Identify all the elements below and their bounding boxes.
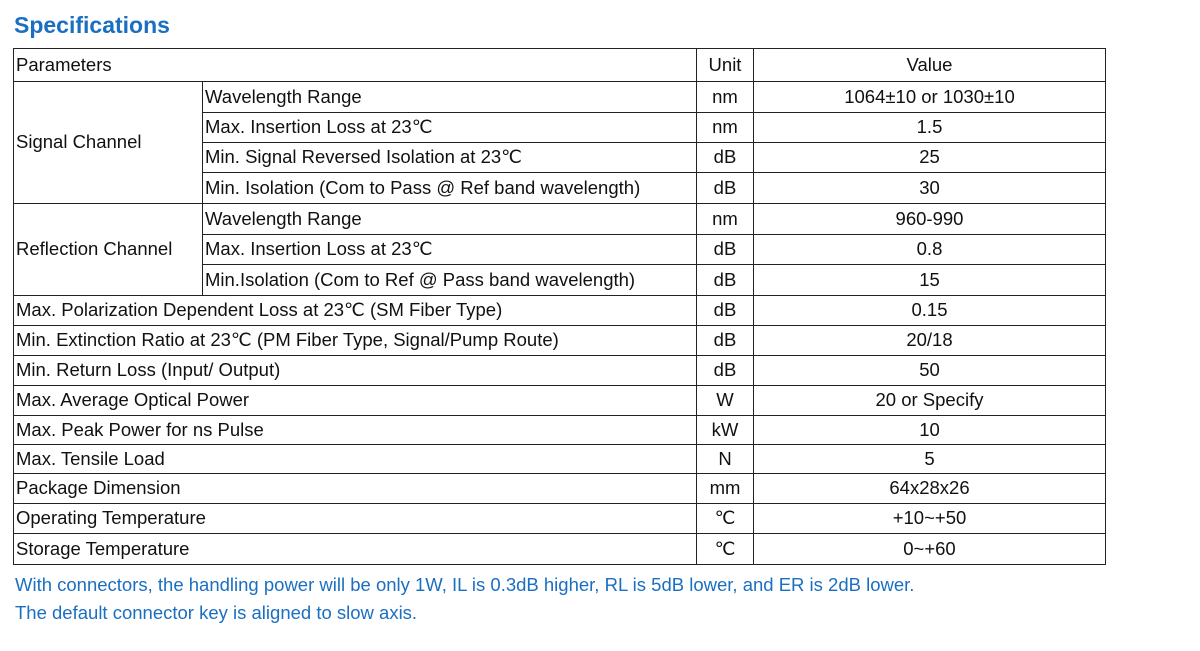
specifications-table [13,48,1106,565]
value-cell: 0~+60 [754,534,1106,565]
value-cell: 1.5 [754,113,1106,143]
table-row [14,474,1106,504]
table-row [14,356,1106,386]
table-row [14,326,1106,356]
value-cell: 960-990 [754,204,1106,235]
param-cell: Wavelength Range [203,204,697,235]
value-cell: 25 [754,143,1106,173]
unit-cell: dB [697,235,754,265]
table-row [14,204,1106,235]
param-cell: Max. Average Optical Power [14,386,697,416]
param-cell: Min. Return Loss (Input/ Output) [14,356,697,386]
unit-cell: nm [697,204,754,235]
param-cell: Max. Insertion Loss at 23℃ [203,113,697,143]
value-cell: 15 [754,265,1106,296]
unit-cell: W [697,386,754,416]
unit-cell: ℃ [697,534,754,565]
param-cell: Max. Insertion Loss at 23℃ [203,235,697,265]
param-cell: Package Dimension [14,474,697,504]
value-cell: 30 [754,173,1106,204]
param-cell: Max. Peak Power for ns Pulse [14,416,697,445]
unit-cell: dB [697,296,754,326]
page-title: Specifications [14,12,170,38]
value-header: Value [754,49,1106,82]
unit-header: Unit [697,49,754,82]
param-cell: Max. Tensile Load [14,445,697,474]
param-cell: Min. Signal Reversed Isolation at 23℃ [203,143,697,173]
table-row [14,386,1106,416]
unit-cell: dB [697,356,754,386]
value-cell: 10 [754,416,1106,445]
param-cell: Operating Temperature [14,504,697,534]
note-connectors: With connectors, the handling power will be only 1W, IL is 0.3dB higher, RL is 5dB lower, and ER is 2dB lower. [15,574,915,595]
param-cell: Wavelength Range [203,82,697,113]
value-cell: 1064±10 or 1030±10 [754,82,1106,113]
unit-cell: dB [697,173,754,204]
group-label-reflection-channel: Reflection Channel [14,204,203,296]
table-row [14,504,1106,534]
unit-cell: dB [697,326,754,356]
unit-cell: ℃ [697,504,754,534]
value-cell: +10~+50 [754,504,1106,534]
table-row [14,416,1106,445]
group-label-signal-channel: Signal Channel [14,82,203,204]
table-row [14,82,1106,113]
value-cell: 5 [754,445,1106,474]
value-cell: 0.15 [754,296,1106,326]
param-cell: Min. Extinction Ratio at 23℃ (PM Fiber Type, Signal/Pump Route) [14,326,697,356]
table-row [14,445,1106,474]
param-cell: Storage Temperature [14,534,697,565]
unit-cell: dB [697,143,754,173]
unit-cell: kW [697,416,754,445]
unit-cell: nm [697,82,754,113]
unit-cell: N [697,445,754,474]
param-cell: Max. Polarization Dependent Loss at 23℃ (SM Fiber Type) [14,296,697,326]
unit-cell: dB [697,265,754,296]
value-cell: 20 or Specify [754,386,1106,416]
param-cell: Min. Isolation (Com to Pass @ Ref band wavelength) [203,173,697,204]
unit-cell: nm [697,113,754,143]
parameters-header: Parameters [14,49,697,82]
value-cell: 50 [754,356,1106,386]
unit-cell: mm [697,474,754,504]
value-cell: 20/18 [754,326,1106,356]
value-cell: 0.8 [754,235,1106,265]
value-cell: 64x28x26 [754,474,1106,504]
table-row [14,296,1106,326]
param-cell: Min.Isolation (Com to Ref @ Pass band wavelength) [203,265,697,296]
note-connector-key: The default connector key is aligned to slow axis. [15,602,418,623]
table-row [14,534,1106,565]
table-header-row [14,49,1106,82]
